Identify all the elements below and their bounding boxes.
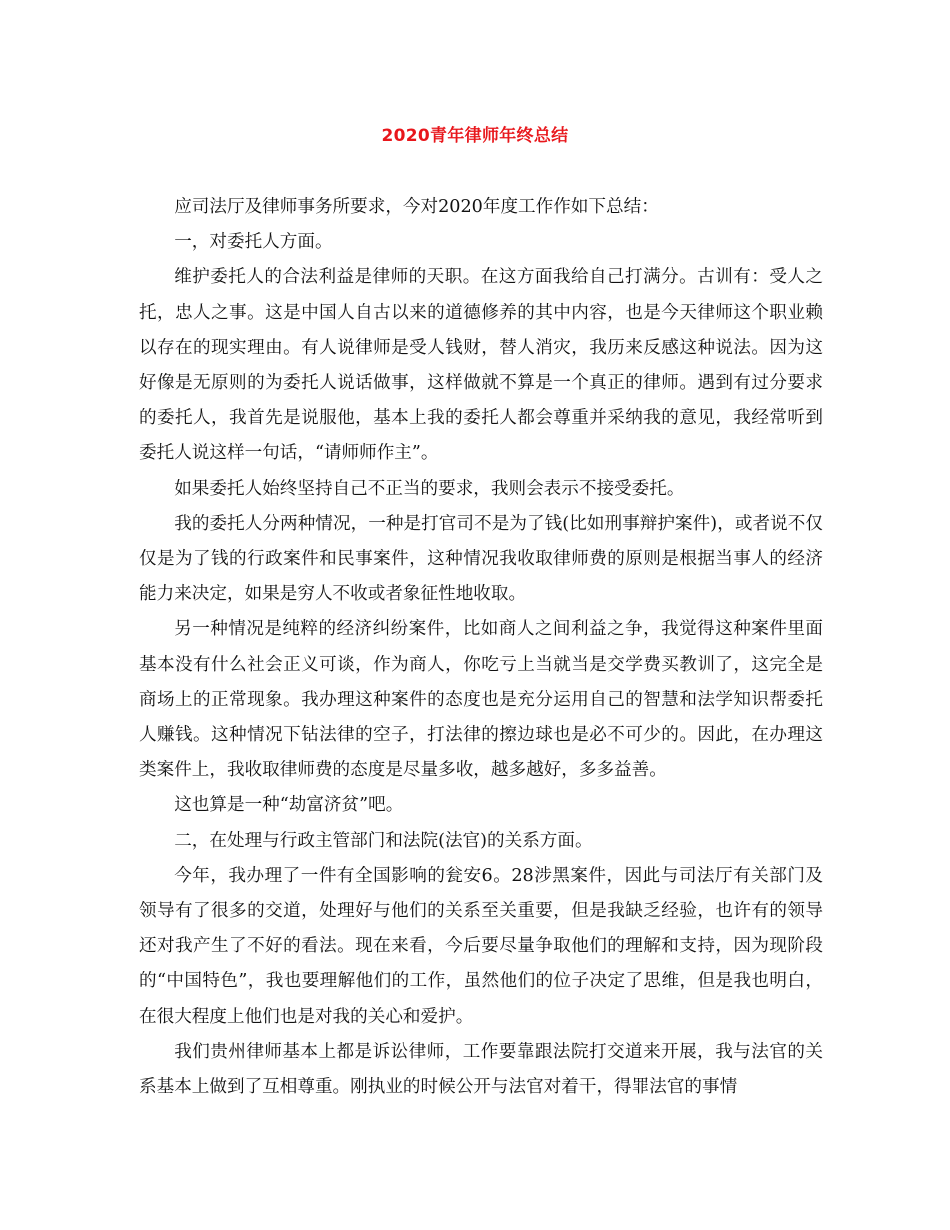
paragraph: 另一种情况是纯粹的经济纠纷案件，比如商人之间利益之争，我觉得这种案件里面基本没有什么社会正义可谈，作为商人，你吃亏上当就当是交学费买教训了，这完全是商场上的正常现象。我办理这种案件的态度也是充分运用自己的智慧和法学知识帮委托人赚钱。这种情况下钻法律的空子，打法律的擦边球也是必不可少的。因此，在办理这类案件上，我收取律师费的态度是尽量多收，越多越好，多多益善。 <box>139 619 823 781</box>
paragraph: 维护委托人的合法利益是律师的天职。在这方面我给自己打满分。古训有：受人之托，忠人之事。这是中国人自古以来的道德修养的其中内容，也是今天律师这个职业赖以存在的现实理由。有人说律师是受人钱财，替人消灾，我历来反感这种说法。因为这好像是无原则的为委托人说话做事，这样做就不算是一个真正的律师。遇到有过分要求的委托人，我首先是说服他，基本上我的委托人都会尊重并采纳我的意见，我经常听到委托人说这样一句话，“请师师作主”。 <box>139 267 823 464</box>
paragraph: 一，对委托人方面。 <box>174 232 333 253</box>
paragraph: 这也算是一种“劫富济贫”吧。 <box>174 795 404 816</box>
document-title: 2020青年律师年终总结 <box>381 126 569 146</box>
paragraph: 如果委托人始终坚持自己不正当的要求，我则会表示不接受委托。 <box>174 478 685 499</box>
paragraph: 应司法厅及律师事务所要求，今对2020年度工作作如下总结： <box>174 197 659 217</box>
paragraph: 我们贵州律师基本上都是诉讼律师，工作要靠跟法院打交道来开展，我与法官的关系基本上做到了互相尊重。刚执业的时候公开与法官对着干，得罪法官的事情 <box>139 1041 823 1098</box>
paragraph: 二，在处理与行政主管部门和法院(法官)的关系方面。 <box>174 830 593 851</box>
paragraph: 我的委托人分两种情况，一种是打官司不是为了钱(比如刑事辩护案件)，或者说不仅仅是为了钱的行政案件和民事案件，这种情况我收取律师费的原则是根据当事人的经济能力来决定，如果是穷人不收或者象征性地收取。 <box>139 513 823 605</box>
paragraph: 今年，我办理了一件有全国影响的瓮安6。28涉黑案件，因此与司法厅有关部门及领导有了很多的交道，处理好与他们的关系至关重要，但是我缺乏经验，也许有的领导还对我产生了不好的看法。现在来看，今后要尽量争取他们的理解和支持，因为现阶段的“中国特色”，我也要理解他们的工作，虽然他们的位子决定了思维，但是我也明白，在很大程度上他们也是对我的关心和爱护。 <box>139 865 823 1027</box>
document-body <box>139 190 823 1105</box>
